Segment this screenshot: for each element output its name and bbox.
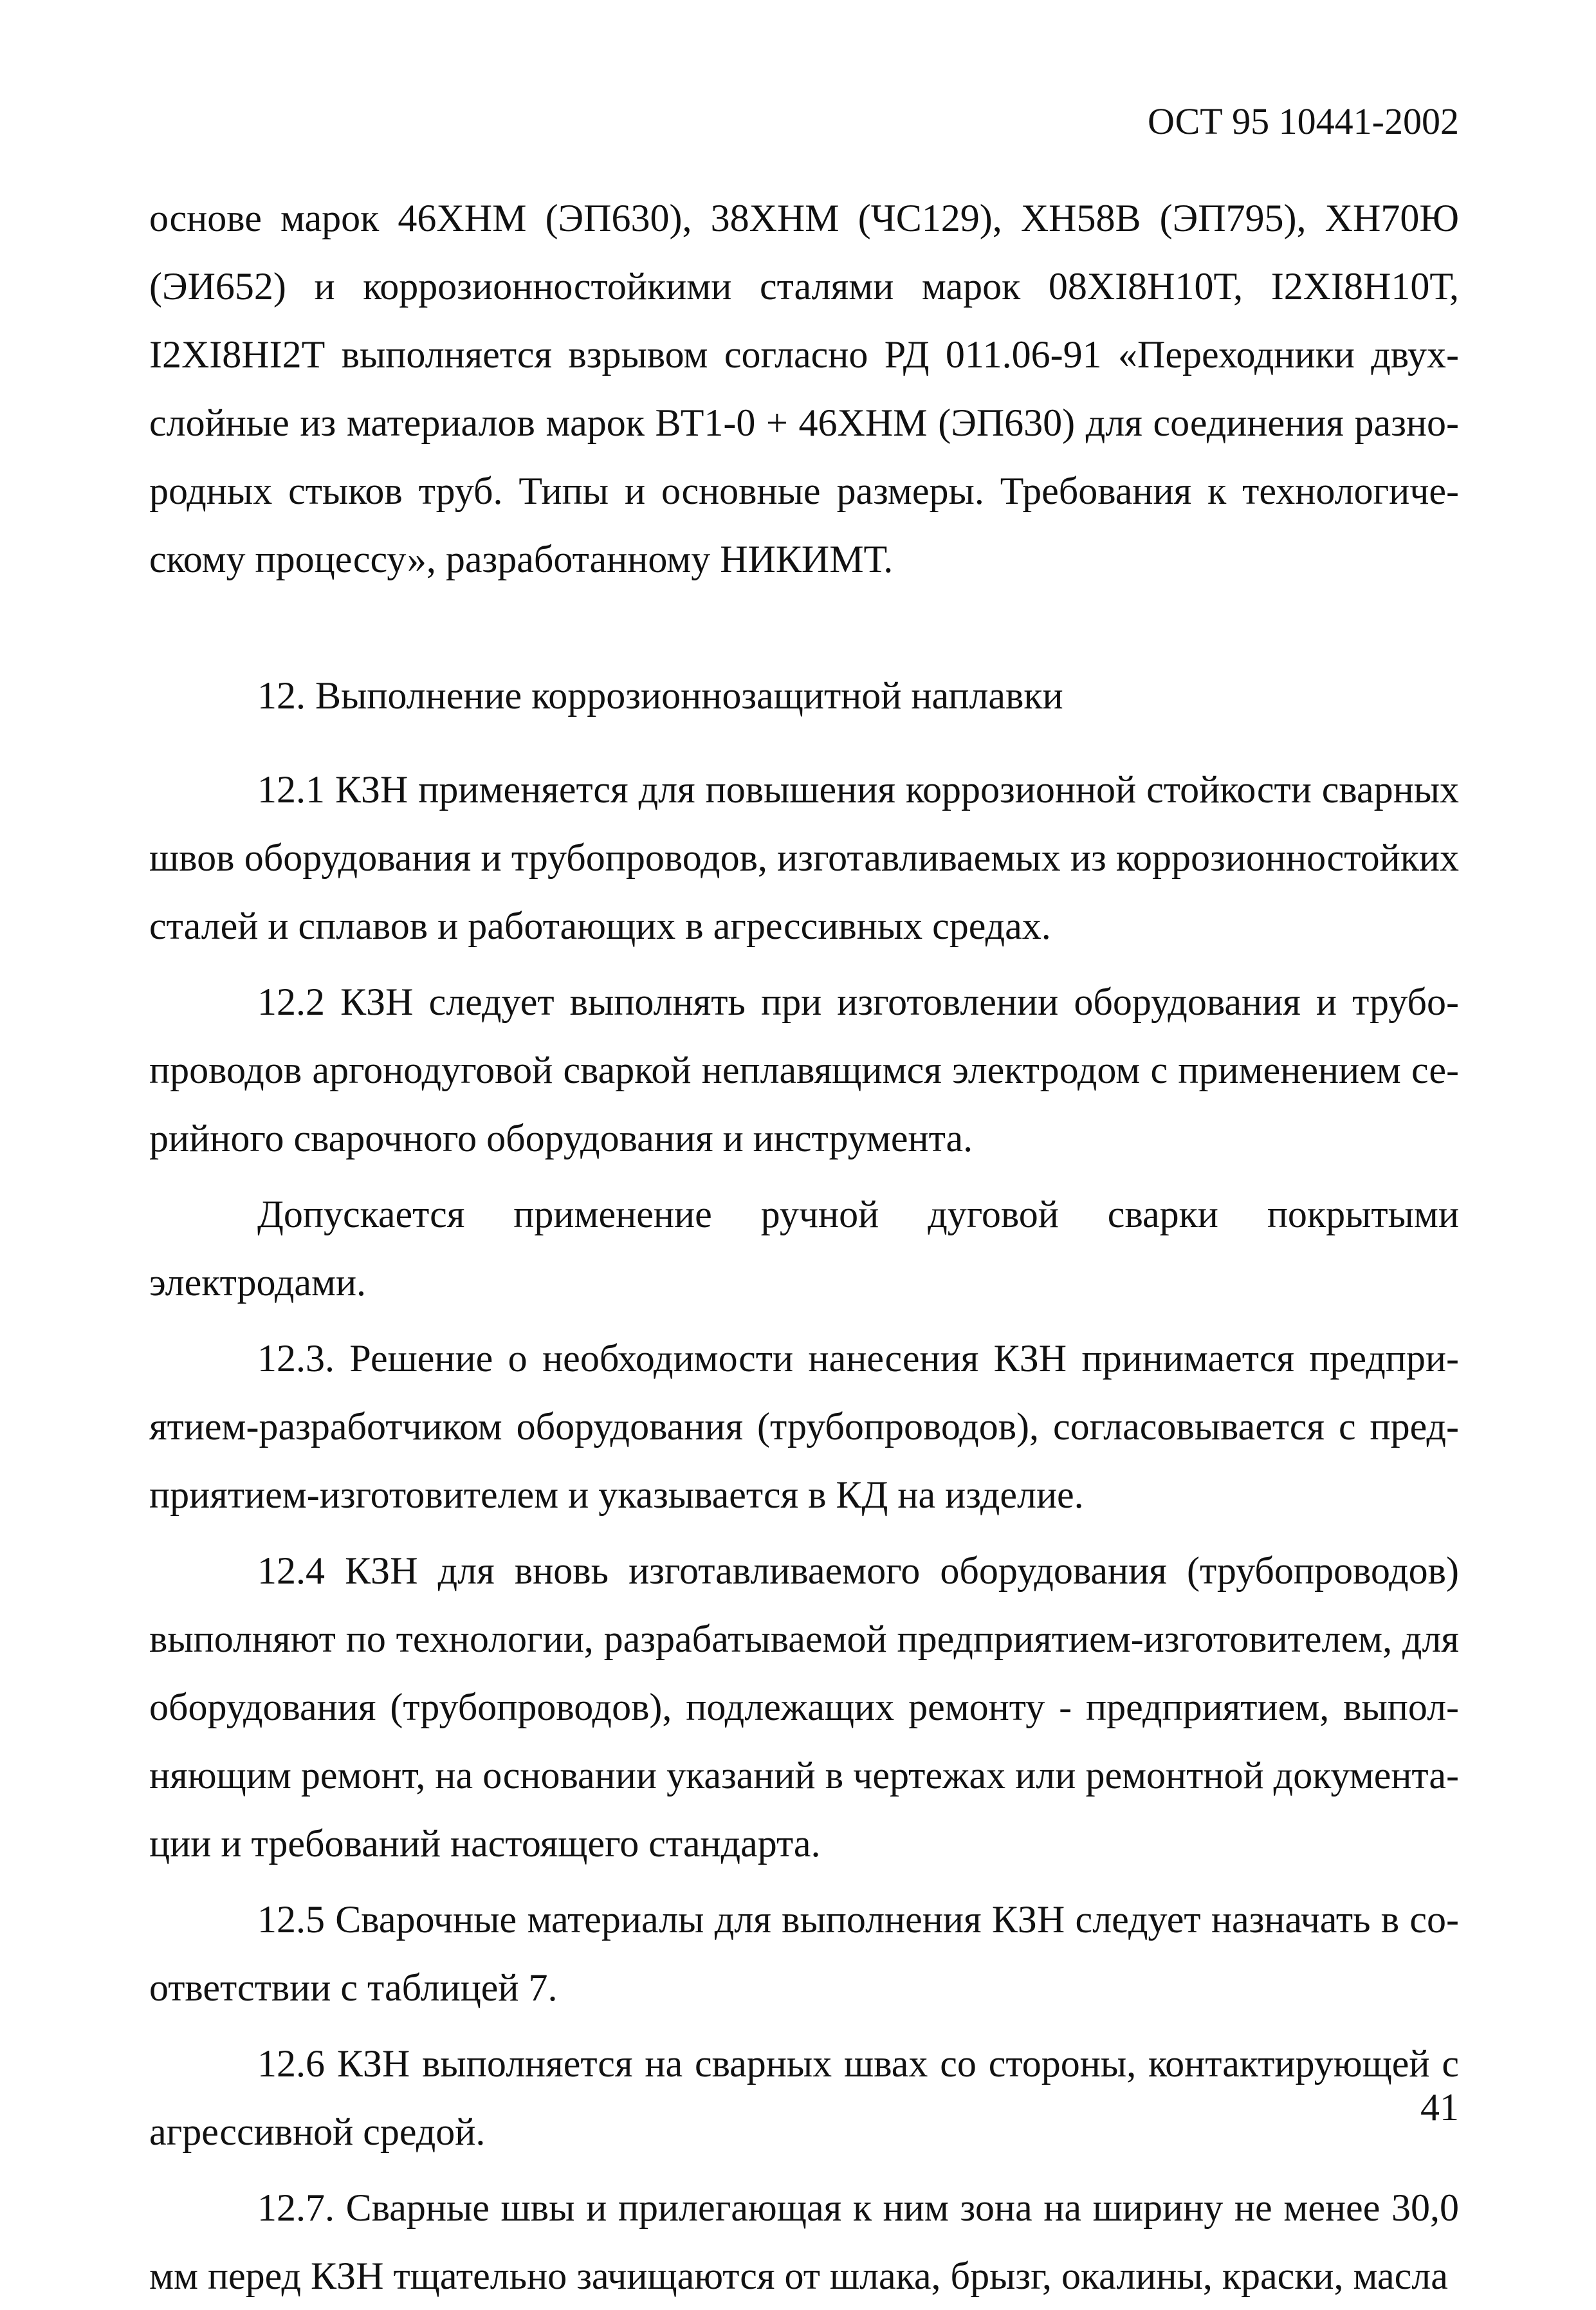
document-body [149,184,1459,2310]
section-heading: 12. Выполнение коррозионнозащитной наплавки [257,674,1063,717]
paragraph-12-3: 12.3. Решение о необходимости нанесения КЗН принимается предприятием-разработчиком оборудования (трубопроводов), согласовывается с предприятием-изготовителем и указывается в КД на изделие. [149,1337,1459,1516]
paragraph-12-2-note: Допускается применение ручной дуговой сварки покрытыми электродами. [149,1193,1459,1304]
paragraph-12-4: 12.4 КЗН для вновь изготавливаемого оборудования (трубопроводов) выполняют по технологии, разрабатываемой предприятием-изготовителем, для оборудования (трубопроводов), подлежащих ремонту - предприятием, выполняющим ремонт, на основании указаний в чертежах или ремонтной документации и требований настоящего стандарта. [149,1549,1459,1865]
paragraph-12-6: 12.6 КЗН выполняется на сварных швах со стороны, контактирующей с агрессивной средой. [149,2042,1459,2153]
document-code: ОСТ 95 10441-2002 [1147,100,1459,142]
paragraph-12-2: 12.2 КЗН следует выполнять при изготовлении оборудования и трубопроводов аргонодуговой сваркой неплавящимся электродом с применением серийного сварочного оборудования и инструмента. [149,981,1459,1160]
page-number: 41 [1420,2086,1459,2129]
paragraph-12-7: 12.7. Сварные швы и прилегающая к ним зона на ширину не менее 30,0 мм перед КЗН тщательно зачищаются от шлака, брызг, окалины, краски, масла [149,2186,1459,2297]
paragraph-continuation: основе марок 46ХНМ (ЭП630), 38ХНМ (ЧС129), ХН58В (ЭП795), ХН70Ю (ЭИ652) и коррозионностойкими сталями марок 08ХI8Н10Т, I2ХI8Н10Т, I2ХI8НI2Т выполняется взрывом согласно РД 011.06-91 «Переходники двухслойные из материалов марок ВТ1-0 + 46ХНМ (ЭП630) для соединения разнородных стыков труб. Типы и основные размеры. Требования к технологическому процессу», разработанному НИКИМТ. [149,197,1459,580]
paragraph-12-1: 12.1 КЗН применяется для повышения коррозионной стойкости сварных швов оборудования и трубопроводов, изготавливаемых из коррозионностойких сталей и сплавов и работающих в агрессивных средах. [149,768,1459,947]
paragraph-12-5: 12.5 Сварочные материалы для выполнения КЗН следует назначать в соответствии с таблицей 7. [149,1898,1459,2009]
